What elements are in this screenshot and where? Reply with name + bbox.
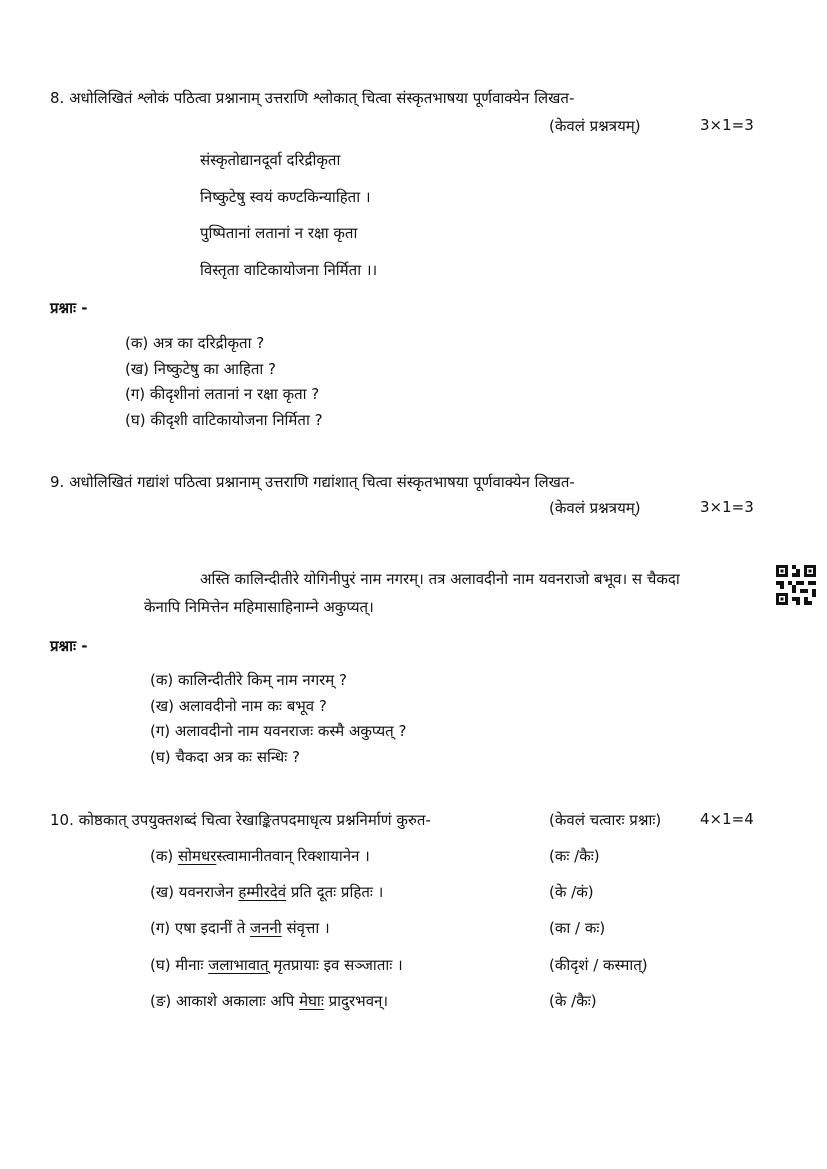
q10-item-kha-suffix: प्रति दूतः प्रहितः । bbox=[286, 883, 384, 901]
q10-item-ka bbox=[150, 846, 370, 866]
q9-note: (केवलं प्रश्नत्रयम्) bbox=[549, 499, 641, 517]
q9-question: 9. अधोलिखितं गद्यांशं पठित्वा प्रश्नानाम् उत्तराणि गद्यांशात् चित्वा संस्कृतभाषया पूर्णवाक्येन लिखत- bbox=[50, 473, 575, 491]
q10-item-nga-suffix: प्रादुरभवन्। bbox=[323, 992, 389, 1010]
q10-item-ga bbox=[150, 918, 330, 938]
q9-marks: 3×1=3 bbox=[700, 498, 754, 516]
q9-passage-line-1: अस्ति कालिन्दीतीरे योगिनीपुरं नाम नगरम्। तत्र अलावदीनो नाम यवनराजो बभूव। स चैकदा bbox=[200, 570, 680, 588]
q10-item-nga-option: (के /कैः) bbox=[549, 992, 597, 1010]
q10-item-ga-underlined: जननी bbox=[250, 919, 282, 937]
q10-item-ga-option: (का / कः) bbox=[549, 919, 606, 937]
q10-item-gha-prefix: (घ) मीनाः bbox=[150, 956, 209, 974]
q8-question-ga: (ग) कीदृशीनां लतानां न रक्षा कृता ? bbox=[125, 385, 320, 403]
q9-prashna-label: प्रश्नाः - bbox=[50, 637, 88, 655]
q10-item-gha-option: (कीदृशं / कस्मात्) bbox=[549, 956, 648, 974]
qr-code-icon bbox=[776, 565, 816, 605]
q10-item-nga bbox=[150, 991, 388, 1011]
q8-note: (केवलं प्रश्नत्रयम्) bbox=[549, 117, 641, 135]
q10-item-ka-underlined: सोमधर bbox=[178, 847, 217, 865]
q10-item-ga-prefix: (ग) एषा इदानीं ते bbox=[150, 919, 251, 937]
q8-marks: 3×1=3 bbox=[700, 116, 754, 134]
q10-item-gha-underlined: जलाभावात् bbox=[208, 956, 269, 974]
q8-prashna-label: प्रश्नाः - bbox=[50, 299, 88, 317]
q10-item-nga-prefix: (ङ) आकाशे अकालाः अपि bbox=[150, 992, 300, 1010]
q8-question-gha: (घ) कीदृशी वाटिकायोजना निर्मिता ? bbox=[125, 411, 323, 429]
q10-item-kha-prefix: (ख) यवनराजेन bbox=[150, 883, 239, 901]
q9-question-ka: (क) कालिन्दीतीरे किम् नाम नगरम् ? bbox=[150, 671, 347, 689]
q9-question-kha: (ख) अलावदीनो नाम कः बभूव ? bbox=[150, 697, 327, 715]
q8-question-ka: (क) अत्र का दरिद्रीकृता ? bbox=[125, 334, 265, 352]
q10-question: 10. कोष्ठकात् उपयुक्तशब्दं चित्वा रेखाङ्कितपदमाधृत्य प्रश्ननिर्माणं कुरुत- bbox=[50, 811, 431, 829]
q8-question-kha: (ख) निष्कुटेषु का आहिता ? bbox=[125, 360, 276, 378]
q9-question-ga: (ग) अलावदीनो नाम यवनराजः कस्मै अकुप्यत् ? bbox=[150, 722, 407, 740]
q9-passage-line-2: केनापि निमित्तेन महिमासाहिनाम्ने अकुप्यत्। bbox=[144, 598, 374, 616]
q10-item-ka-option: (कः /कैः) bbox=[549, 847, 600, 865]
q10-item-kha-underlined: हम्मीरदेवं bbox=[238, 883, 287, 901]
q10-marks: 4×1=4 bbox=[700, 810, 754, 828]
q10-item-ka-prefix: (क) bbox=[150, 847, 178, 865]
q10-item-ka-suffix: स्त्वामानीतवान् रिक्शायानेन । bbox=[216, 847, 370, 865]
q10-item-ga-suffix: संवृत्ता । bbox=[281, 919, 330, 937]
q10-item-kha-option: (के /कं) bbox=[549, 883, 594, 901]
q8-question: 8. अधोलिखितं श्लोकं पठित्वा प्रश्नानाम् उत्तराणि श्लोकात् चित्वा संस्कृतभाषया पूर्णवाक्येन लिखत- bbox=[50, 89, 575, 107]
q10-item-kha bbox=[150, 882, 383, 902]
q10-item-nga-underlined: मेघाः bbox=[299, 992, 324, 1010]
q10-note: (केवलं चत्वारः प्रश्नाः) bbox=[549, 811, 662, 829]
q8-verse-line-2: निष्कुटेषु स्वयं कण्टकिन्याहिता । bbox=[200, 188, 371, 206]
q8-verse-line-3: पुष्पितानां लतानां न रक्षा कृता bbox=[200, 224, 358, 242]
q10-item-gha bbox=[150, 955, 403, 975]
q8-verse-line-4: विस्तृता वाटिकायोजना निर्मिता ।। bbox=[200, 261, 378, 279]
q8-verse-line-1: संस्कृतोद्यानदूर्वा दरिद्रीकृता bbox=[200, 151, 341, 169]
q9-question-gha: (घ) चैकदा अत्र कः सन्धिः ? bbox=[150, 748, 300, 766]
q10-item-gha-suffix: मृतप्रायाः इव सञ्जाताः । bbox=[268, 956, 403, 974]
